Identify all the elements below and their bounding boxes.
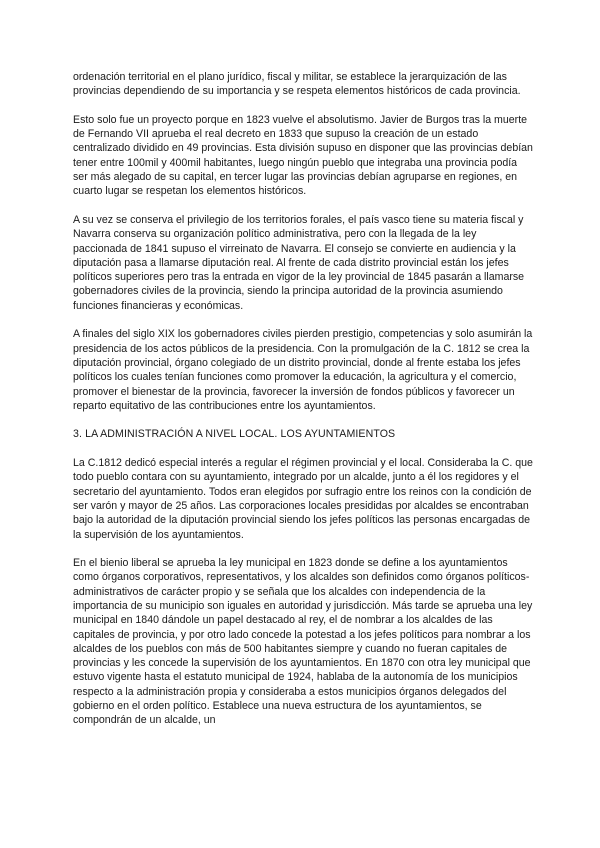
paragraph-5: La C.1812 dedicó especial interés a regular el régimen provincial y el local. Consideraba la C. que todo pueblo contara con su ayuntamiento, integrado por un alcalde, junto a él los regidores y el secretario del ayuntamiento. Todos eran elegidos por sufragio entre los reinos con la condición de ser varón y mayor de 25 años. Las corporaciones locales presididas por alcaldes se encontraban bajo la autoridad de la diputación provincial siendo los jefes políticos las personas encargadas de la supervisión de los ayuntamientos. xyxy=(73,457,533,541)
section-heading: 3. LA ADMINISTRACIÓN A NIVEL LOCAL. LOS AYUNTAMIENTOS xyxy=(73,428,396,441)
document-body xyxy=(73,70,533,742)
paragraph-1: ordenación territorial en el plano jurídico, fiscal y militar, se establece la jerarquización de las provincias dependiendo de su importancia y se respeta elementos históricos de cada provincia. xyxy=(73,71,521,98)
paragraph-6: En el bienio liberal se aprueba la ley municipal en 1823 donde se define a los ayuntamientos como órganos corporativos, representativos, y los alcaldes son definidos como órganos políticos-administrativos de carácter propio y se señala que los alcaldes con independencia de la importancia de su municipio son iguales en autoridad y jurisdicción. Más tarde se aprueba una ley municipal en 1840 dándole un papel destacado al rey, el de nombrar a los alcaldes de las capitales de provincia, y por otro lado concede la potestad a los jefes políticos para nombrar a los alcaldes de los pueblos con más de 500 habitantes siempre y cuando no fueran capitales de provincias y les concede la supervisión de los ayuntamientos. En 1870 con otra ley municipal que estuvo vigente hasta el estatuto municipal de 1924, hablaba de la autonomía de los municipios respecto a la administración propia y consideraba a estos municipios órganos delegados del gobierno en el orden político. Establece una nueva estructura de los ayuntamientos, se compondrán de un alcalde, un xyxy=(73,557,533,727)
paragraph-4: A finales del siglo XIX los gobernadores civiles pierden prestigio, competencias y solo asumirán la presidencia de los actos públicos de la presidencia. Con la promulgación de la C. 1812 se crea la diputación provincial, órgano colegiado de un distrito provincial, donde al frente estaba los jefes políticos los cuales tenían funciones como promover la educación, la agricultura y el comercio, promover el bienestar de la provincia, favorecer la inversión de fondos públicos y favorecer un reparto equitativo de las contribuciones entre los ayuntamientos. xyxy=(73,328,533,412)
paragraph-3: A su vez se conserva el privilegio de los territorios forales, el país vasco tiene su materia fiscal y Navarra conserva su organización político administrativa, pero con la llegada de la ley paccionada de 1841 supuso el virreinato de Navarra. El consejo se convierte en audiencia y la diputación pasa a llamarse diputación real. Al frente de cada distrito provincial están los jefes políticos superiores pero tras la entrada en vigor de la ley provincial de 1845 pasarán a llamarse gobernadores civiles de la provincia, siendo la principa autoridad de la provincia asumiendo funciones financieras y económicas. xyxy=(73,213,525,312)
paragraph-2: Esto solo fue un proyecto porque en 1823 vuelve el absolutismo. Javier de Burgos tras la muerte de Fernando VII aprueba el real decreto en 1833 que supuso la creación de un estado centralizado dividido en 49 provincias. Esta división supuso en disponer que las provincias debían tener entre 100mil y 400mil habitantes, luego ningún pueblo que integraba una provincia podía ser más alegado de su capital, en tercer lugar las provincias debían agruparse en regiones, en cuarto lugar se respetan los elementos históricos. xyxy=(73,113,533,198)
